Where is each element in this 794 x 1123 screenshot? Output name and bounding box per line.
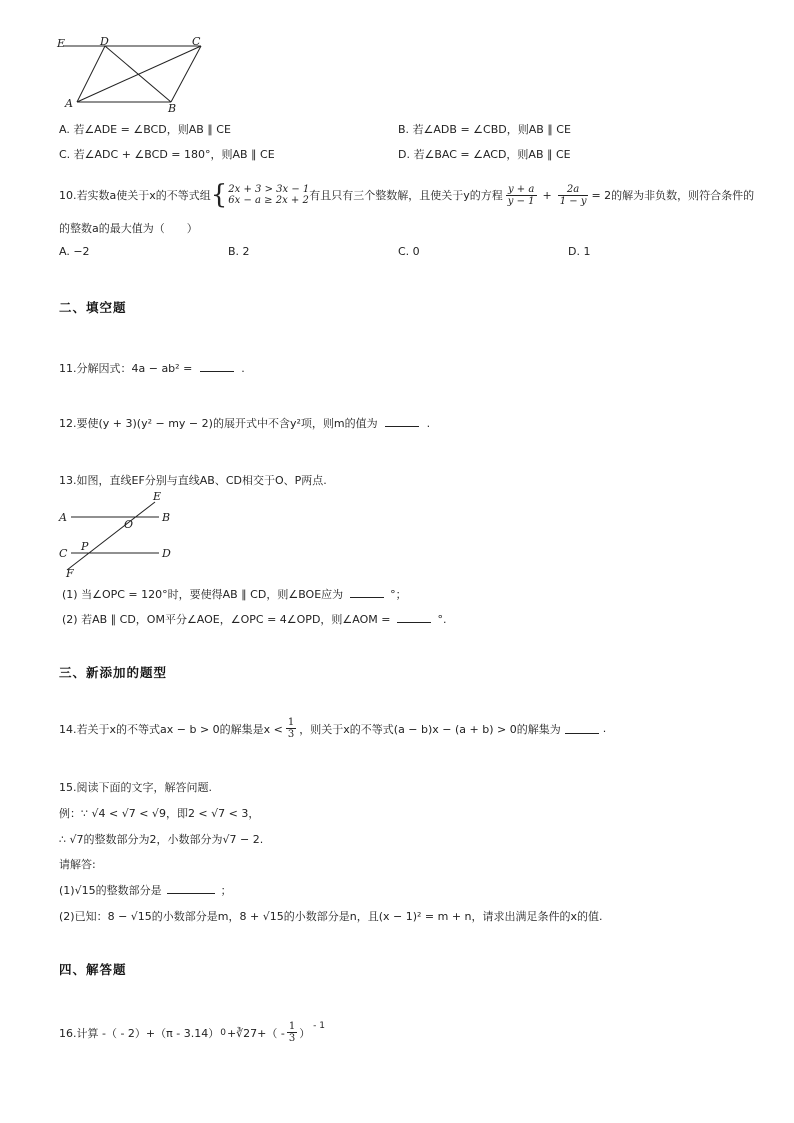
q10-frac1-den: y − 1: [507, 195, 535, 207]
fig9-label-a: A: [65, 97, 73, 110]
fig13-label-p: P: [81, 540, 89, 553]
q14-frac-den: 3: [287, 729, 295, 740]
section-3-title: 三、新添加的题型: [59, 665, 168, 680]
fig13-label-o: O: [124, 518, 134, 531]
fig13-label-a: A: [59, 511, 67, 524]
q15-part1: [59, 882, 232, 898]
q13-part2-pre: (2) 若AB ∥ CD，OM平分∠AOE，∠OPC = 4∠OPD，则∠AOM =: [62, 613, 391, 626]
q10-frac1: [506, 184, 537, 207]
q10-pre: 10.若实数a使关于x的不等式组: [59, 189, 211, 202]
q13-part1: [62, 586, 407, 602]
q15-example-line1: 例：∵ √4 < √7 < √9，即2 < √7 < 3，: [59, 807, 260, 820]
q15-part1-pre: (1)√15的整数部分是: [59, 884, 162, 897]
fig9-label-e: E: [57, 37, 66, 50]
q10-system: [211, 182, 309, 208]
q15-part1-answer-blank[interactable]: [167, 883, 215, 894]
fig9-label-c: C: [192, 36, 201, 48]
fig13-label-c: C: [59, 547, 68, 560]
fig9-label-b: B: [168, 102, 177, 114]
q10-brace-icon: {: [210, 180, 228, 210]
q16-frac-den: 3: [288, 1033, 296, 1044]
q10-option-d: D. 1: [568, 245, 591, 258]
q16-exponent: - 1: [310, 1021, 325, 1031]
q10-post: = 2的解为非负数，则符合条件的: [591, 189, 755, 202]
q14-end: .: [602, 722, 607, 735]
q16-pre: 16.计算 -（ - 2）+（π - 3.14）: [59, 1026, 220, 1040]
q10-frac2-num: 2a: [558, 184, 589, 196]
q16-close: ）: [299, 1026, 311, 1040]
fig13-label-f: F: [66, 567, 74, 580]
q12-pre: 12.要使(y + 3)(y² − my − 2)的展开式中不含y²项，则m的值为: [59, 417, 378, 430]
q9-option-b: B. 若∠ADB = ∠CBD，则AB ∥ CE: [398, 123, 571, 136]
q15-ask: 请解答:: [59, 858, 96, 871]
q16: [59, 1021, 325, 1044]
q14: [59, 717, 606, 740]
fig9-label-d: D: [100, 36, 109, 48]
q10-option-a: A. −2: [59, 245, 90, 258]
q10-option-b: B. 2: [228, 245, 250, 258]
q13-stem: 13.如图，直线EF分别与直线AB、CD相交于O、P两点.: [59, 474, 327, 487]
q14-frac: [286, 717, 296, 740]
q12-post: .: [426, 417, 431, 430]
q10-frac2-den: 1 − y: [559, 195, 587, 207]
q14-frac-num: 1: [287, 717, 295, 728]
q14-post: ，则关于x的不等式(a − b)x − (a + b) > 0的解集为: [299, 722, 561, 736]
q9-option-d: D. 若∠BAC = ∠ACD，则AB ∥ CE: [398, 148, 571, 161]
q15-stem: 15.阅读下面的文字，解答问题.: [59, 781, 212, 794]
q10-stem: [59, 182, 754, 208]
q11: [59, 360, 245, 376]
q9-figure: [55, 36, 215, 114]
fig13-label-b: B: [162, 511, 171, 524]
q10-sys1: 2x + 3 > 3x − 1: [228, 184, 310, 195]
q10-option-c: C. 0: [398, 245, 420, 258]
q13-part2-answer-blank[interactable]: [397, 612, 431, 623]
q13-part1-pre: (1) 当∠OPC = 120°时，要使得AB ∥ CD，则∠BOE应为: [62, 588, 344, 601]
q10-frac2: [558, 184, 589, 207]
q13-figure: [55, 488, 185, 580]
q16-mid: +∛27+（ -: [226, 1026, 285, 1040]
q10-line2: 的整数a的最大值为（ ）: [59, 222, 198, 235]
q15-part1-post: ；: [220, 884, 232, 897]
section-4-title: 四、解答题: [59, 962, 127, 977]
fig13-label-e: E: [153, 490, 162, 503]
q14-answer-blank[interactable]: [565, 723, 599, 734]
q10-frac1-num: y + a: [506, 184, 537, 196]
q11-answer-blank[interactable]: [200, 361, 234, 372]
q16-frac-num: 1: [288, 1021, 296, 1032]
q13-part2: [62, 611, 446, 627]
q14-pre: 14.若关于x的不等式ax − b > 0的解集是x <: [59, 722, 283, 736]
q16-exponent-zero: 0: [220, 1027, 226, 1038]
q15-part2: (2)已知：8 − √15的小数部分是m，8 + √15的小数部分是n，且(x − 1)² = m + n，请求出满足条件的x的值.: [59, 910, 603, 923]
q11-pre: 11.分解因式：4a − ab² =: [59, 362, 193, 375]
q16-frac: [287, 1021, 297, 1044]
q11-post: .: [241, 362, 245, 375]
q13-part2-post: °.: [437, 613, 447, 626]
q10-sys2: 6x − a ≥ 2x + 2: [228, 195, 309, 206]
q12: [59, 415, 430, 431]
section-2-title: 二、填空题: [59, 300, 127, 315]
q12-answer-blank[interactable]: [385, 416, 419, 427]
q10-plus: +: [542, 188, 552, 202]
q13-part1-answer-blank[interactable]: [350, 587, 384, 598]
fig13-label-d: D: [162, 547, 171, 560]
q9-option-a: A. 若∠ADE = ∠BCD，则AB ∥ CE: [59, 123, 231, 136]
q15-example-line2: ∴ √7的整数部分为2，小数部分为√7 − 2.: [59, 833, 264, 846]
q13-part1-post: °；: [390, 588, 407, 601]
q9-option-c: C. 若∠ADC + ∠BCD = 180°，则AB ∥ CE: [59, 148, 275, 161]
q10-mid: 有且只有三个整数解，且使关于y的方程: [309, 189, 503, 202]
